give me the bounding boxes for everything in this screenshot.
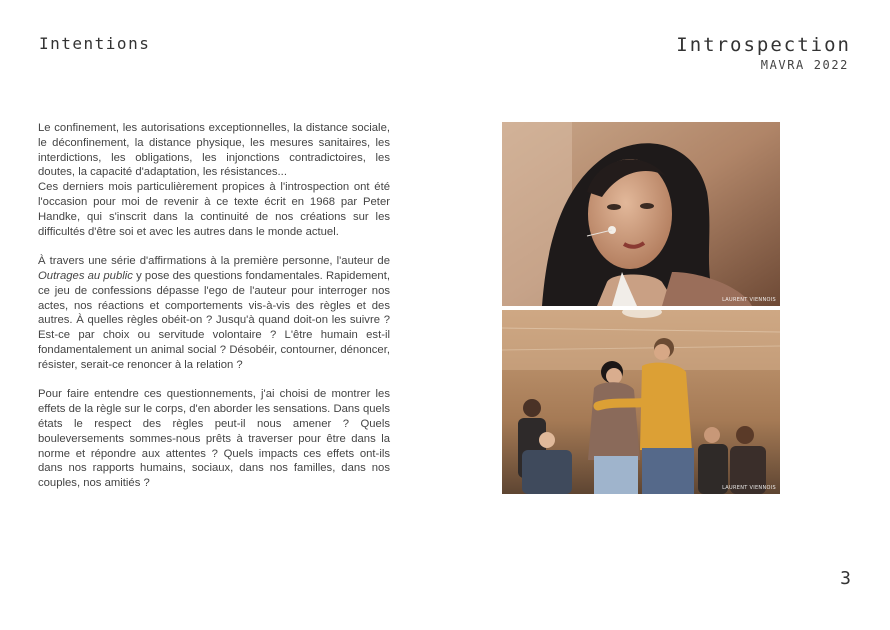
section-title: Intentions: [39, 34, 151, 53]
photo-actress-portrait: [502, 122, 780, 306]
page-number: 3: [840, 568, 851, 589]
document-subtitle: MAVRA 2022: [760, 58, 849, 72]
paragraph-2: [38, 254, 390, 372]
paragraph-1-sentence-2: Ces derniers mois particulièrement propices à l'introspection ont été l'occasion pour moi de revenir à ce texte écrit en 1968 par Peter Handke, qui s'inscrit dans la continuité de nos créations sur les difficultés d'être soi et avec les autres dans le monde actuel.: [38, 181, 390, 238]
paragraph-2-end: y pose des questions fondamentales. Rapidement, ce jeu de confessions dépasse l'ego de l'auteur pour interroger nos actes, nos réactions et comportements vis-à-vis des règles et des autres. À quelles règles obéit-on ? Jusqu'à quand doit-on les suivre ? Est-ce par choix ou servitude volontaire ? L'être humain est-il fondamentalement un animal social ? Désobéir, contourner, dénoncer, résister, serait-ce renoncer à la relation ?: [38, 269, 390, 371]
photo-credit: LAURENT VIENNOIS: [722, 485, 776, 491]
paragraph-2-start: À travers une série d'affirmations à la première personne, l'auteur de: [38, 255, 390, 268]
rehearsal-scene-image: [502, 310, 780, 494]
paragraph-1: [38, 121, 390, 239]
body-text: [38, 121, 390, 506]
paragraph-1-sentence-1: Le confinement, les autorisations exceptionnelles, la distance sociale, le déconfinement, la distance physique, les mesures sanitaires, les interdictions, les obligations, les injonctions contradictoires, les doutes, la capacité d'adaptation, les résistances...: [38, 122, 390, 179]
book-title: Outrages au public: [38, 269, 133, 282]
photo-rehearsal-scene: [502, 310, 780, 494]
paragraph-3: Pour faire entendre ces questionnements, j'ai choisi de montrer les effets de la règle sur le corps, d'en aborder les sensations. Dans quels états le respect des règles peut-il nous amener ? Quels bouleversements sommes-nous prêts à traverser pour être dans la norme et répondre aux attentes ? Quels impacts ces effets ont-ils dans nos rapports humains, sociaux, dans nos familles, dans nos couples, nos amitiés ?: [38, 388, 390, 490]
document-title: Introspection: [676, 34, 851, 56]
photo-credit: LAURENT VIENNOIS: [722, 297, 776, 303]
actress-portrait-image: [502, 122, 780, 306]
